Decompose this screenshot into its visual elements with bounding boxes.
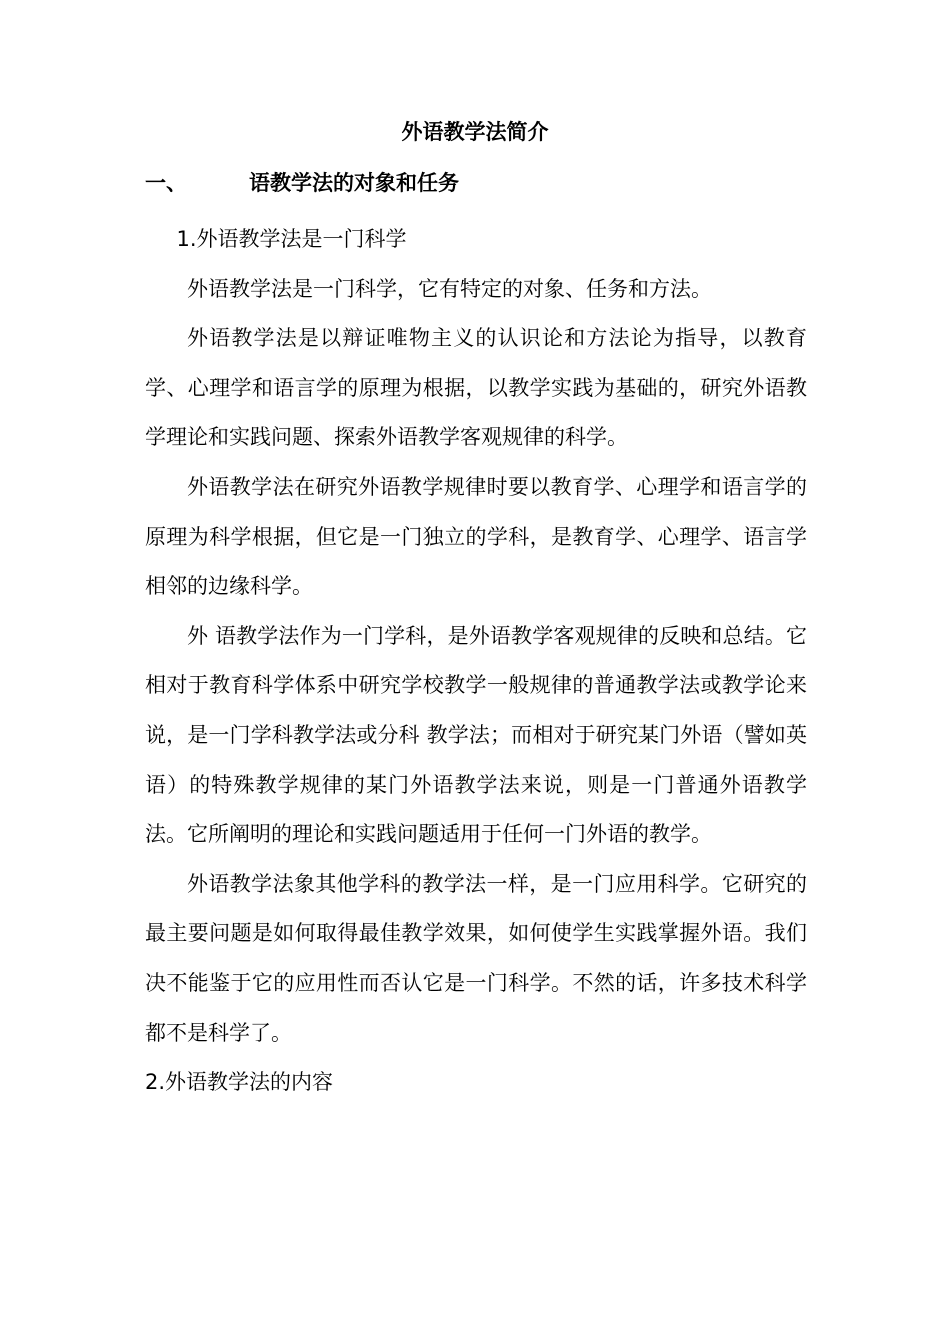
page-title: 外语教学法简介 bbox=[401, 120, 549, 144]
subsection-heading-1: 1.外语教学法是一门科学 bbox=[176, 227, 407, 251]
section-heading bbox=[145, 167, 805, 199]
paragraph: 外语教学法是一门科学，它有特定的对象、任务和方法。 bbox=[187, 276, 712, 301]
section-number: 一、 bbox=[145, 171, 187, 195]
paragraph: 外语教学法象其他学科的教学法一样，是一门应用科学。它研究的最主要问题是如何取得最佳教学效果，如何使学生实践掌握外语。我们决不能鉴于它的应用性而否认它是一门科学。不然的话，许多技术科学都不是科学了。 bbox=[145, 871, 807, 1045]
paragraph: 外 语教学法作为一门学科，是外语教学客观规律的反映和总结。它相对于教育科学体系中研究学校教学一般规律的普通教学法或教学论来说，是一门学科教学法或分科 教学法；而相对于研究某门外语（譬如英语）的特殊教学规律的某门外语教学法来说，则是一门普通外语教学法。它所阐明的理论和实践问题适用于任何一门外语的教学。 bbox=[145, 623, 807, 847]
section-heading-text: 语教学法的对象和任务 bbox=[249, 171, 459, 195]
document-body bbox=[145, 215, 807, 1108]
subsection-heading-2: 2.外语教学法的内容 bbox=[145, 1070, 334, 1095]
paragraph: 外语教学法是以辩证唯物主义的认识论和方法论为指导，以教育学、心理学和语言学的原理为根据，以教学实践为基础的，研究外语教学理论和实践问题、探索外语教学客观规律的科学。 bbox=[145, 326, 807, 450]
paragraph: 外语教学法在研究外语教学规律时要以教育学、心理学和语言学的原理为科学根据，但它是一门独立的学科，是教育学、心理学、语言学相邻的边缘科学。 bbox=[145, 474, 807, 599]
